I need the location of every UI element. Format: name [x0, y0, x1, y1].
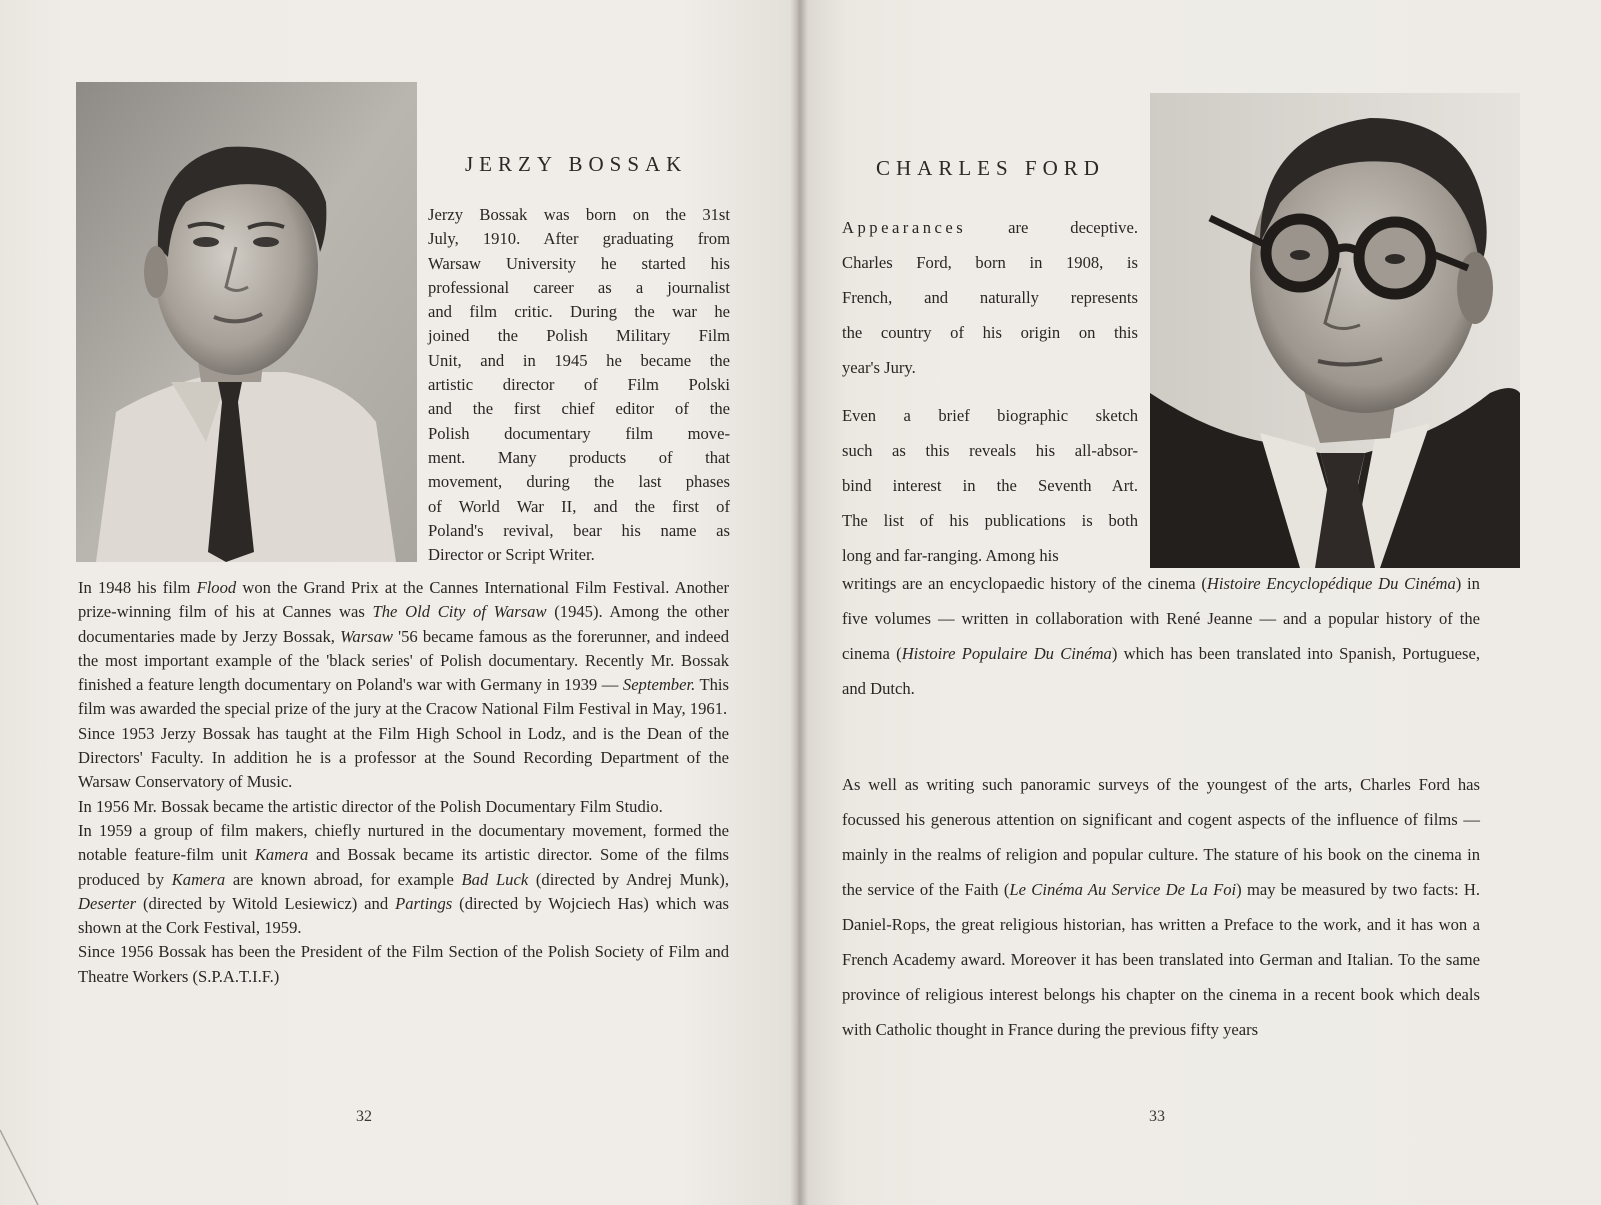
bossak-paragraph-films — [78, 576, 729, 722]
text-run: and Bossak became its artistic director. Some of the films produced by — [78, 845, 729, 889]
portrait-jerzy-bossak-icon — [76, 82, 417, 562]
intro-line: Charles Ford, born in 1908, is — [842, 253, 1138, 272]
text-run: ) which has been translated into Spanish, Portuguese, and Dutch. — [842, 644, 1481, 698]
bio-line: Even a brief biographic sketch — [842, 406, 1138, 425]
film-title-september: September. — [622, 675, 696, 695]
book-gutter — [790, 0, 808, 1205]
intro-line: and film critic. During the war he — [428, 302, 730, 322]
page-number-right: 33 — [1149, 1108, 1165, 1125]
photo-jerzy-bossak — [76, 82, 417, 562]
intro-line: of World War II, and the first of — [428, 496, 730, 516]
intro-line: Warsaw University he started his — [428, 253, 730, 273]
intro-line: Polish documentary film move- — [428, 423, 730, 443]
text-run: In 1959 a group of film makers, chiefly nurtured in the documentary movement, formed the notable feature-film unit — [78, 820, 729, 865]
intro-line: Poland's revival, bear his name as — [428, 520, 730, 540]
intro-line: the country of his origin on this — [842, 323, 1138, 342]
bio-line: The list of his publications is both — [842, 511, 1138, 530]
book-title-histoire-encyclopedique: Histoire Encyclopédique Du Cinéma — [1206, 574, 1456, 593]
ford-paragraph-religion — [842, 767, 1480, 1047]
bio-line: bind interest in the Seventh Art. — [842, 476, 1138, 495]
intro-first-line — [842, 210, 1138, 245]
text-run: This film was awarded the special prize of the jury at the Cracow National Film Festival in May, 1961. — [78, 675, 729, 719]
left-page — [0, 0, 798, 1205]
ford-intro-paragraph — [842, 210, 1138, 385]
intro-line: Unit, and in 1945 he became the — [428, 350, 730, 370]
text-run: (directed by Witold Lesiewicz) and — [136, 893, 396, 913]
spaced-word: Appearances — [842, 218, 967, 237]
photo-charles-ford — [1150, 93, 1520, 568]
bossak-paragraph-studio: In 1956 Mr. Bossak became the artistic director of the Polish Documentary Film Studio. — [78, 796, 663, 816]
intro-line: joined the Polish Military Film — [428, 326, 730, 346]
heading-charles-ford: CHARLES FORD — [876, 156, 1105, 180]
film-title-partings: Partings — [395, 893, 453, 913]
text-run: are known abroad, for example — [225, 869, 462, 889]
text-run: ) in five volumes — written in collaboration with René Jeanne — and a popular history of the cinema ( — [842, 574, 1480, 663]
film-title-flood: Flood — [196, 578, 237, 597]
bossak-paragraph-spatif: Since 1956 Bossak has been the President of the Film Section of the Polish Society of Film and Theatre Workers (S.P.A.T.I.F.) — [78, 942, 729, 986]
text-run: As well as writing such panoramic surveys of the youngest of the arts, Charles Ford has focussed his generous attention on significant and cogent aspects of the influence of films — mainly in the realms of religion and popular culture. The stature of his book on the cinema in the service of the Faith ( — [842, 775, 1480, 899]
bossak-intro-paragraph — [428, 203, 730, 567]
bio-line: such as this reveals his all-absor- — [842, 441, 1138, 460]
intro-line: and the first chief editor of the — [428, 399, 730, 419]
text-run: (directed by Andrej Munk), — [528, 869, 729, 889]
page-number-left: 32 — [356, 1108, 372, 1125]
book-title-le-cinema-au-service: Le Cinéma Au Service De La Foi — [1009, 880, 1237, 899]
text-run: are deceptive. — [966, 218, 1138, 237]
text-run: ) may be measured by two facts: H. Daniel-Rops, the great religious historian, has written a Preface to the work, and it has won a French Academy award. Moreover it has been translated into German and Italian. To the same province of religious interest belongs his chapter on the cinema in a recent book which deals with Catholic thought in France during the previous fifty years — [842, 880, 1480, 1039]
unit-name-kamera: Kamera — [254, 845, 309, 865]
film-title-old-city-of-warsaw: The Old City of Warsaw — [372, 602, 547, 622]
intro-line: French, and naturally represents — [842, 288, 1138, 307]
ford-biography-lines — [842, 398, 1138, 573]
text-run: (1945). Among the other documentaries made by Jerzy Bossak, — [78, 602, 729, 646]
intro-line: ment. Many products of that — [428, 447, 730, 467]
heading-jerzy-bossak: JERZY BOSSAK — [465, 152, 688, 176]
intro-line: Jerzy Bossak was born on the 31st — [428, 205, 730, 224]
intro-line: year's Jury. — [842, 358, 916, 377]
bossak-body — [78, 576, 729, 989]
text-run: '56 became famous as the forerunner, and indeed the most important example of the 'black series' of Polish documentary. Recently Mr. Bossak finished a feature length documentary on Poland's war with Germany in 1939 — — [78, 626, 729, 695]
bossak-paragraph-kamera — [78, 819, 729, 940]
text-run: In 1948 his film — [78, 578, 197, 597]
film-title-bad-luck: Bad Luck — [461, 869, 529, 889]
text-run: writings are an encyclopaedic history of the cinema ( — [842, 574, 1207, 593]
page-corner-crease-icon — [0, 1120, 40, 1205]
bossak-paragraph-teaching: Since 1953 Jerzy Bossak has taught at the Film High School in Lodz, and is the Dean of the Directors' Faculty. In addition he is a professor at the Sound Recording Department of the Warsaw Conservatory of Music. — [78, 723, 729, 792]
intro-line: July, 1910. After graduating from — [428, 229, 730, 249]
text-run: (directed by Wojciech Has) which was shown at the Cork Festival, 1959. — [78, 893, 729, 938]
book-title-histoire-populaire: Histoire Populaire Du Cinéma — [901, 644, 1112, 663]
intro-line: artistic director of Film Polski — [428, 375, 730, 395]
intro-line: movement, during the last phases — [428, 472, 730, 492]
text-run: won the Grand Prix at the Cannes International Film Festival. Another prize-winning film of his at Cannes was — [78, 578, 730, 622]
intro-line: professional career as a journalist — [428, 277, 730, 297]
right-page — [798, 0, 1601, 1205]
bio-line: long and far-ranging. Among his — [842, 546, 1059, 565]
ford-paragraph-writings — [842, 566, 1480, 706]
portrait-charles-ford-icon — [1150, 93, 1520, 568]
film-title-deserter: Deserter — [78, 893, 137, 913]
film-title-warsaw: Warsaw — [340, 626, 393, 646]
unit-name-kamera: Kamera — [171, 869, 226, 889]
intro-line: Director or Script Writer. — [428, 545, 595, 565]
